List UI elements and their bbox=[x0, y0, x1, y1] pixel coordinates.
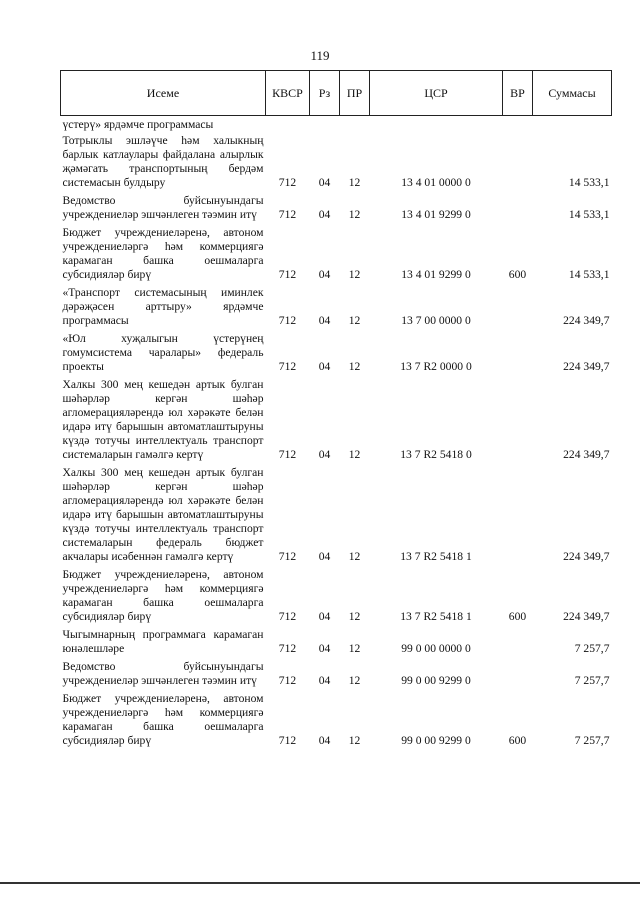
row-csr: 99 0 00 0000 0 bbox=[401, 642, 471, 655]
col-header-pr: ПР bbox=[340, 71, 370, 116]
row-csr: 13 7 R2 5418 1 bbox=[400, 610, 472, 623]
row-sum: 7 257,7 bbox=[574, 734, 610, 747]
table-row bbox=[61, 626, 612, 658]
continuation-row bbox=[61, 116, 612, 133]
row-sum: 7 257,7 bbox=[574, 674, 610, 687]
row-name: Бюджет учреждениеләренә, автоном учреждениеләргә һәм коммерциягә карамаган башка оешмаларга субсидияләр бирү bbox=[62, 568, 264, 623]
row-kvsr: 712 bbox=[278, 550, 297, 563]
row-rz: 04 bbox=[318, 314, 331, 327]
row-name: Тотрыклы эшләүче һәм халыкның барлык катлаулары файдалана алырлык җәмәгать транспортының бердәм системасын булдыру bbox=[62, 134, 264, 189]
row-csr: 13 4 01 0000 0 bbox=[401, 176, 471, 189]
row-csr: 99 0 00 9299 0 bbox=[401, 674, 471, 687]
row-vr bbox=[503, 192, 533, 224]
row-vr bbox=[503, 376, 533, 464]
table-row bbox=[61, 376, 612, 464]
row-rz: 04 bbox=[318, 176, 331, 189]
row-vr: 600 bbox=[508, 610, 527, 623]
row-kvsr: 712 bbox=[278, 642, 297, 655]
row-sum: 14 533,1 bbox=[568, 176, 610, 189]
row-rz: 04 bbox=[318, 550, 331, 563]
table-row bbox=[61, 132, 612, 192]
row-name: Халкы 300 мең кешедән артык булган шәһәрләр кергән шәһәр агломерацияләрендә юл хәрәкәте белән идарә итү барышын автоматлаштыруны күздә тотучы интеллектуаль транспорт системаларын гамәлгә кертү bbox=[62, 378, 264, 461]
row-pr: 12 bbox=[348, 314, 361, 327]
row-rz: 04 bbox=[318, 642, 331, 655]
row-vr bbox=[503, 284, 533, 330]
row-pr: 12 bbox=[348, 734, 361, 747]
row-vr bbox=[503, 658, 533, 690]
row-sum: 224 349,7 bbox=[563, 360, 610, 373]
table-row bbox=[61, 192, 612, 224]
row-vr bbox=[503, 330, 533, 376]
row-kvsr: 712 bbox=[278, 610, 297, 623]
row-rz: 04 bbox=[318, 360, 331, 373]
row-sum: 224 349,7 bbox=[563, 550, 610, 563]
row-rz: 04 bbox=[318, 734, 331, 747]
row-name: Ведомство буйсынуындагы учреждениеләр эшчәнлеген тәэмин итү bbox=[62, 660, 264, 687]
row-vr bbox=[503, 464, 533, 566]
table-row bbox=[61, 464, 612, 566]
row-csr: 13 7 R2 5418 1 bbox=[400, 550, 472, 563]
row-pr: 12 bbox=[348, 208, 361, 221]
row-csr: 99 0 00 9299 0 bbox=[401, 734, 471, 747]
row-kvsr: 712 bbox=[278, 268, 297, 281]
row-vr bbox=[503, 132, 533, 192]
row-kvsr: 712 bbox=[278, 674, 297, 687]
row-csr: 13 7 R2 5418 0 bbox=[400, 448, 472, 461]
table-header-row bbox=[61, 71, 612, 116]
col-header-kvsr: КВСР bbox=[266, 71, 310, 116]
page-bottom-rule bbox=[0, 882, 640, 884]
row-vr: 600 bbox=[508, 734, 527, 747]
row-name: Ведомство буйсынуындагы учреждениеләр эшчәнлеген тәэмин итү bbox=[62, 194, 264, 221]
row-kvsr: 712 bbox=[278, 734, 297, 747]
row-pr: 12 bbox=[348, 610, 361, 623]
row-pr: 12 bbox=[348, 642, 361, 655]
row-kvsr: 712 bbox=[278, 176, 297, 189]
row-pr: 12 bbox=[348, 550, 361, 563]
row-name: «Юл хуҗалыгын үстерүнең гомумсистема чаралары» федераль проекты bbox=[62, 332, 264, 373]
table-row bbox=[61, 224, 612, 284]
row-rz: 04 bbox=[318, 208, 331, 221]
table-row bbox=[61, 566, 612, 626]
row-csr: 13 4 01 9299 0 bbox=[401, 208, 471, 221]
col-header-name: Исеме bbox=[61, 71, 266, 116]
row-sum: 224 349,7 bbox=[563, 314, 610, 327]
row-kvsr: 712 bbox=[278, 208, 297, 221]
col-header-rz: Рз bbox=[310, 71, 340, 116]
row-kvsr: 712 bbox=[278, 448, 297, 461]
row-name: «Транспорт системасының иминлек дәрәҗәсен арттыру» ярдәмче программасы bbox=[62, 286, 264, 327]
table-row bbox=[61, 690, 612, 750]
table-row bbox=[61, 330, 612, 376]
row-rz: 04 bbox=[318, 674, 331, 687]
col-header-vr: ВР bbox=[503, 71, 533, 116]
row-sum: 224 349,7 bbox=[563, 448, 610, 461]
row-vr bbox=[503, 626, 533, 658]
row-sum: 14 533,1 bbox=[568, 268, 610, 281]
row-pr: 12 bbox=[348, 360, 361, 373]
row-csr: 13 7 00 0000 0 bbox=[401, 314, 471, 327]
continuation-text: үстерү» ярдәмче программасы bbox=[62, 118, 214, 131]
row-sum: 14 533,1 bbox=[568, 208, 610, 221]
row-sum: 224 349,7 bbox=[563, 610, 610, 623]
col-header-sum: Суммасы bbox=[533, 71, 612, 116]
row-sum: 7 257,7 bbox=[574, 642, 610, 655]
row-name: Бюджет учреждениеләренә, автоном учреждениеләргә һәм коммерциягә карамаган башка оешмаларга субсидияләр бирү bbox=[62, 692, 264, 747]
row-csr: 13 4 01 9299 0 bbox=[401, 268, 471, 281]
row-kvsr: 712 bbox=[278, 360, 297, 373]
row-name: Халкы 300 мең кешедән артык булган шәһәрләр кергән шәһәр агломерацияләрендә юл хәрәкәте белән идарә итү барышын автоматлаштыруны күздә тотучы интеллектуаль транспорт системаларын федераль бюджет акчалары исәбеннән гамәлгә кертү bbox=[62, 466, 264, 563]
row-name: Бюджет учреждениеләренә, автоном учреждениеләргә һәм коммерциягә карамаган башка оешмаларга субсидияләр бирү bbox=[62, 226, 264, 281]
col-header-csr: ЦСР bbox=[370, 71, 503, 116]
table-row bbox=[61, 284, 612, 330]
row-kvsr: 712 bbox=[278, 314, 297, 327]
row-rz: 04 bbox=[318, 268, 331, 281]
row-pr: 12 bbox=[348, 176, 361, 189]
budget-table bbox=[60, 70, 612, 750]
row-pr: 12 bbox=[348, 674, 361, 687]
row-pr: 12 bbox=[348, 448, 361, 461]
row-name: Чыгымнарның программага карамаган юнәлешләре bbox=[62, 628, 264, 655]
row-pr: 12 bbox=[348, 268, 361, 281]
row-rz: 04 bbox=[318, 448, 331, 461]
page-number: 119 bbox=[310, 48, 330, 63]
row-vr: 600 bbox=[508, 268, 527, 281]
row-rz: 04 bbox=[318, 610, 331, 623]
table-row bbox=[61, 658, 612, 690]
row-csr: 13 7 R2 0000 0 bbox=[400, 360, 472, 373]
